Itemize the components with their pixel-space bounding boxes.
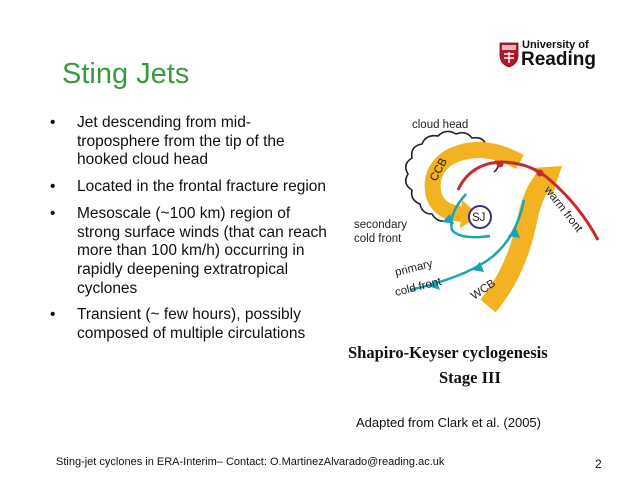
bullet-marker: •	[50, 204, 56, 222]
figure-caption-line2: Stage III	[439, 368, 501, 387]
label-sj: SJ	[472, 212, 486, 224]
label-secondary-1: secondary	[354, 219, 408, 231]
bullet-text: Located in the frontal fracture region	[77, 178, 327, 196]
bullet-marker: •	[50, 306, 56, 324]
bullet-text: Jet descending from mid-troposphere from the tip of the hooked cloud head	[77, 114, 285, 169]
shield-icon	[499, 42, 519, 68]
ccb-arrow	[433, 150, 520, 214]
bullet-item	[48, 205, 333, 299]
slide-footer: Sting-jet cyclones in ERA-Interim– Contact: O.MartinezAlvarado@reading.ac.uk	[56, 456, 445, 468]
university-logo	[497, 38, 597, 72]
logo-text-line1: University of	[522, 39, 589, 51]
label-cloud-head: cloud head	[412, 119, 469, 131]
bullet-text: Transient (~ few hours), possibly composed of multiple circulations	[77, 306, 306, 343]
label-primary-1: primary	[393, 257, 434, 279]
label-primary-2: cold front	[393, 275, 443, 299]
label-ccb: CCB	[428, 156, 451, 184]
bullet-item	[48, 178, 333, 197]
bullet-text: Mesoscale (~100 km) region of strong surface winds (that can reach more than 100 km/h) occurring in rapidly deepening extratropical cyclones	[77, 204, 327, 297]
bullet-marker: •	[50, 178, 56, 196]
label-warm-front: warm front	[541, 184, 585, 235]
label-secondary-2: cold front	[354, 233, 402, 245]
label-wcb: WCB	[468, 277, 498, 303]
bullet-item	[48, 114, 333, 170]
warm-front-marker	[497, 161, 504, 168]
page-number: 2	[595, 457, 602, 471]
cyclone-diagram	[340, 110, 615, 325]
bullet-list	[48, 114, 333, 352]
logo-text-line2: Reading	[521, 49, 596, 70]
figure-caption-line1: Shapiro-Keyser cyclogenesis	[348, 343, 548, 362]
bullet-marker: •	[50, 114, 56, 131]
bullet-item	[48, 306, 333, 343]
warm-front-marker	[537, 170, 544, 177]
figure-source: Adapted from Clark et al. (2005)	[356, 415, 541, 430]
slide-title: Sting Jets	[62, 58, 190, 90]
